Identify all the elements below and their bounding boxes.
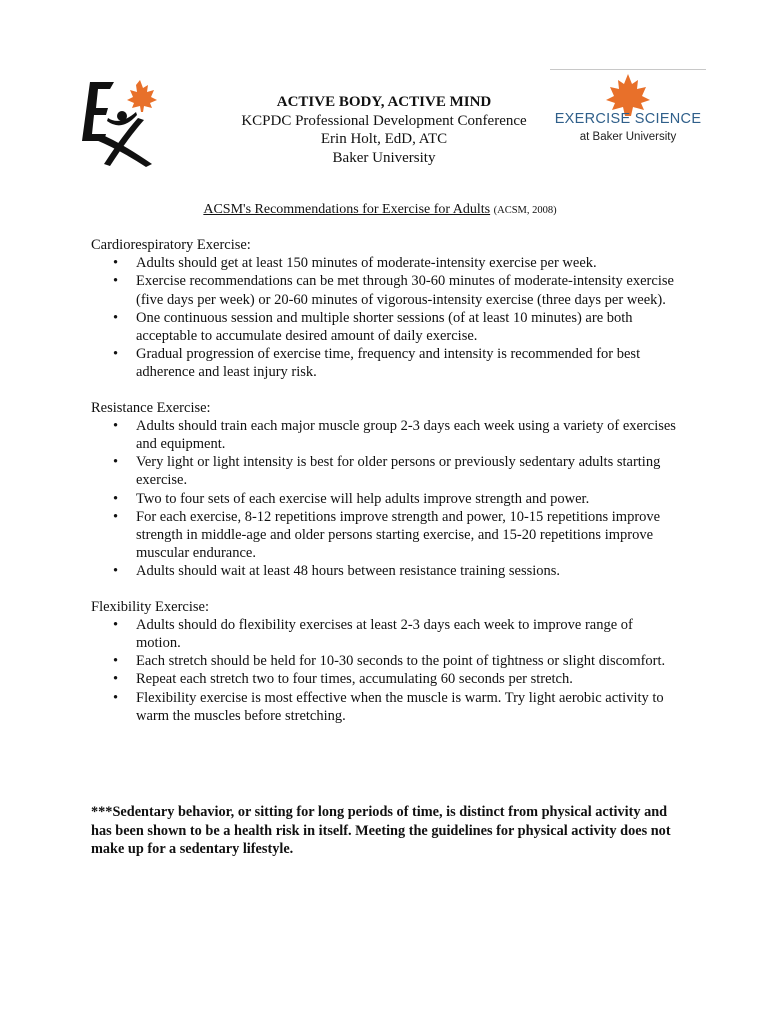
list-item: • Each stretch should be held for 10-30 seconds to the point of tightness or slight discomfort.	[91, 652, 681, 670]
brand-line-1: EXERCISE SCIENCE	[554, 111, 702, 127]
ex-logo-graphic	[80, 76, 160, 168]
heading-text: ACSM's Recommendations for Exercise for Adults	[203, 202, 491, 217]
list-item: • Adults should get at least 150 minutes of moderate-intensity exercise per week.	[91, 254, 681, 272]
list-item: • Repeat each stretch two to four times, accumulating 60 seconds per stretch.	[91, 670, 681, 688]
section-title: Cardiorespiratory Exercise:	[91, 237, 251, 253]
list-item: • Adults should do flexibility exercises at least 2-3 days each week to improve range of motion.	[91, 616, 681, 652]
exercise-science-logo	[548, 68, 708, 168]
recommendations-heading	[80, 202, 680, 218]
list-item: • Adults should wait at least 48 hours between resistance training sessions.	[91, 562, 681, 580]
list-item: • Two to four sets of each exercise will help adults improve strength and power.	[91, 490, 681, 508]
ex-logo	[80, 76, 160, 168]
list-item: • One continuous session and multiple shorter sessions (of at least 10 minutes) are both acceptable to accumulate desired amount of daily exercise.	[91, 309, 681, 345]
bullet-list	[91, 417, 681, 581]
list-item: • Adults should train each major muscle group 2-3 days each week using a variety of exercises and equipment.	[91, 417, 681, 453]
section-title: Resistance Exercise:	[91, 399, 211, 416]
cardio-section	[91, 236, 681, 382]
section-title: Flexibility Exercise:	[91, 598, 209, 615]
heading-citation: (ACSM, 2008)	[493, 205, 557, 216]
institution-name: Baker University	[332, 149, 436, 166]
list-item: • Flexibility exercise is most effective when the muscle is warm. Try light aerobic activity to warm the muscles before stretching.	[91, 689, 681, 725]
bullet-list	[91, 254, 681, 381]
author-name: Erin Holt, EdD, ATC	[320, 131, 448, 147]
document-header	[200, 93, 568, 167]
bullet-list	[91, 616, 681, 725]
brand-line-2: at Baker University	[579, 131, 677, 143]
list-item: • Very light or light intensity is best for older persons or previously sedentary adults starting exercise.	[91, 453, 681, 489]
list-item: • For each exercise, 8-12 repetitions improve strength and power, 10-15 repetitions improve strength in middle-age and older persons starting exercise, and 15-20 repetitions improve muscular endurance.	[91, 508, 681, 563]
logo-rule	[550, 69, 706, 70]
sedentary-note: ***Sedentary behavior, or sitting for long periods of time, is distinct from physical activity and has been shown to be a health risk in itself. Meeting the guidelines for physical activity does not make up for a sedentary lifestyle.	[91, 804, 671, 857]
resistance-section	[91, 399, 681, 581]
list-item: • Exercise recommendations can be met through 30-60 minutes of moderate-intensity exercise (five days per week) or 20-60 minutes of vigorous-intensity exercise (three days per week).	[91, 272, 681, 308]
recommendations-body	[91, 236, 681, 725]
document-title: ACTIVE BODY, ACTIVE MIND	[276, 94, 492, 110]
conference-name: KCPDC Professional Development Conference	[241, 112, 527, 129]
flexibility-section	[91, 598, 681, 725]
list-item: • Gradual progression of exercise time, frequency and intensity is recommended for best adherence and least injury risk.	[91, 345, 681, 381]
